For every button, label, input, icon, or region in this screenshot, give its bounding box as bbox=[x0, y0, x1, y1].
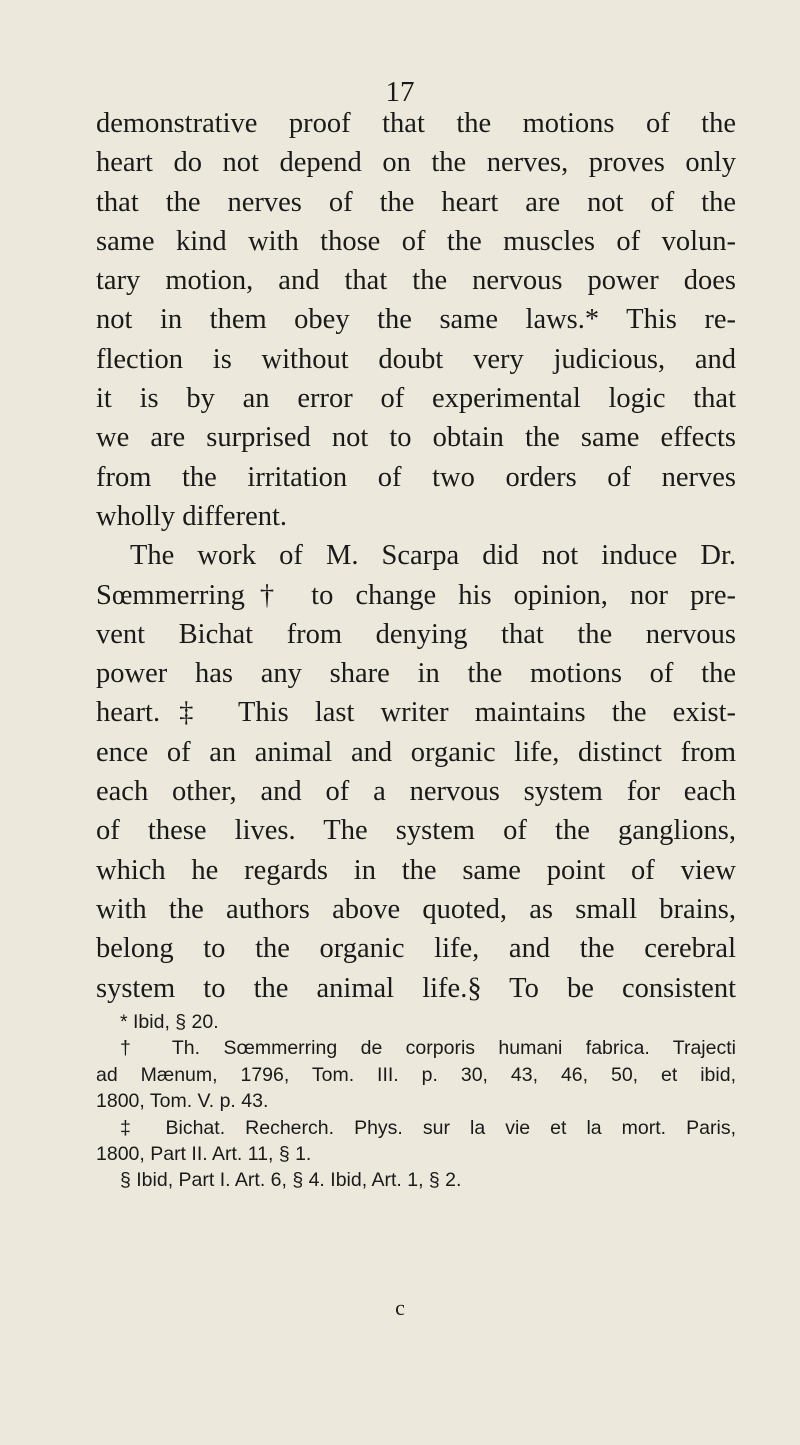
body-line: with the authors above quoted, as small brains, bbox=[96, 893, 736, 925]
body-line: The work of M. Scarpa did not induce Dr. bbox=[130, 540, 736, 572]
body-line: Sœmmerring† to change his opinion, nor pre- bbox=[96, 579, 736, 611]
body-line: that the nerves of the heart are not of the bbox=[96, 186, 736, 218]
body-line: it is by an error of experimental logic that bbox=[96, 383, 736, 415]
footnote-line: § Ibid, Part I. Art. 6, § 4. Ibid, Art. 1, § 2. bbox=[120, 1169, 462, 1192]
body-line: from the irritation of two orders of nerves bbox=[96, 461, 736, 493]
footnotes bbox=[96, 1009, 736, 1194]
body-line: heart do not depend on the nerves, proves only bbox=[96, 147, 736, 179]
body-line: ence of an animal and organic life, distinct from bbox=[96, 736, 736, 768]
body-line: which he regards in the same point of view bbox=[96, 854, 736, 886]
signature-mark: c bbox=[395, 1295, 405, 1320]
footnote-line: ‡ Bichat. Recherch. Phys. sur la vie et la mort. Paris, bbox=[120, 1116, 736, 1139]
body-line: belong to the organic life, and the cerebral bbox=[96, 933, 736, 965]
body-line: of these lives. The system of the ganglions, bbox=[96, 815, 736, 847]
page-number: 17 bbox=[385, 76, 415, 108]
body-line: wholly different. bbox=[96, 500, 288, 532]
body-line: we are surprised not to obtain the same effects bbox=[96, 422, 736, 454]
footnote-line: 1800, Part II. Art. 11, § 1. bbox=[96, 1142, 312, 1165]
footnote-line: 1800, Tom. V. p. 43. bbox=[96, 1090, 269, 1113]
body-line: flection is without doubt very judicious, and bbox=[96, 343, 736, 375]
body-text bbox=[96, 104, 736, 1008]
footnote-line: ad Mænum, 1796, Tom. III. p. 30, 43, 46, 50, et ibid, bbox=[96, 1063, 736, 1086]
body-line: heart.‡ This last writer maintains the exist- bbox=[96, 697, 736, 729]
footnote-line: † Th. Sœmmerring de corporis humani fabrica. Trajecti bbox=[120, 1037, 736, 1060]
body-line: not in them obey the same laws.* This re- bbox=[96, 304, 736, 336]
body-line: each other, and of a nervous system for each bbox=[96, 776, 736, 808]
body-line: system to the animal life.§ To be consistent bbox=[96, 972, 736, 1004]
body-line: same kind with those of the muscles of volun- bbox=[96, 225, 736, 257]
body-line: tary motion, and that the nervous power does bbox=[96, 265, 736, 297]
body-line: power has any share in the motions of the bbox=[96, 658, 736, 690]
body-line: demonstrative proof that the motions of the bbox=[96, 108, 736, 139]
footnote-line: * Ibid, § 20. bbox=[120, 1011, 219, 1033]
body-line: vent Bichat from denying that the nervous bbox=[96, 618, 736, 650]
